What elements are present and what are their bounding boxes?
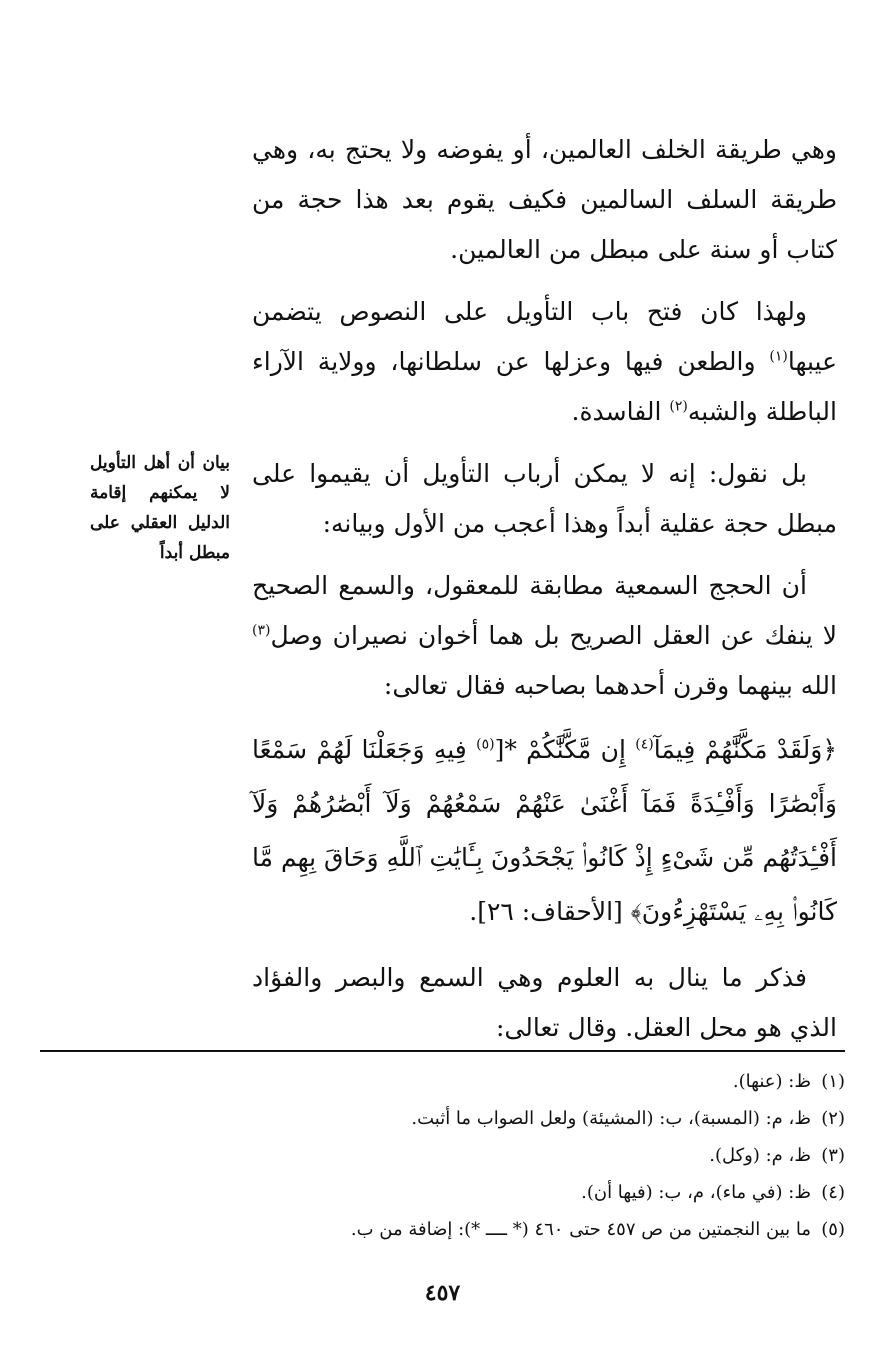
- footnote-number: (٥): [821, 1219, 845, 1240]
- paragraph-4: [252, 561, 837, 711]
- paragraph-1: وهي طريقة الخلف العالمين، أو يفوضه ولا يحتج به، وهي طريقة السلف السالمين فكيف يقوم بعد هذا حجة من كتاب أو سنة على مبطل من العالمين.: [252, 135, 837, 264]
- footnote-5: [40, 1211, 845, 1248]
- paragraph-3: بل نقول: إنه لا يمكن أرباب التأويل أن يقيموا على مبطل حجة عقلية أبداً وهذا أعجب من الأول وبيانه:: [252, 459, 837, 538]
- paragraph-2-part-b: والطعن فيها وعزلها عن سلطانها، وولاية الآراء الباطلة والشبه: [252, 347, 837, 426]
- margin-note: بيان أن أهل التأويل لا يمكنهم إقامة الدليل العقلي على مبطل أبداً: [90, 453, 230, 563]
- footnote-4: [40, 1174, 845, 1211]
- footnote-ref-5[interactable]: (٥): [476, 736, 495, 753]
- footnote-ref-2[interactable]: (٢): [669, 398, 688, 415]
- footnote-number: (٤): [821, 1182, 845, 1203]
- footnote-text: ما بين النجمتين من ص ٤٥٧ حتى ٤٦٠ (* ــــ *): إضافة من ب.: [350, 1219, 811, 1240]
- footnote-3: [40, 1137, 845, 1174]
- paragraph-2: [252, 287, 837, 437]
- footnote-number: (٢): [821, 1108, 845, 1129]
- footnote-divider: [40, 1050, 845, 1052]
- footnote-text: ظ: (في ماء)، م، ب: (فيها أن).: [581, 1182, 811, 1203]
- quran-reference: [الأحقاف: ٢٦].: [469, 897, 631, 926]
- quran-verse: [252, 723, 837, 939]
- footnotes: [40, 1063, 845, 1248]
- footnote-text: ظ: (عنها).: [732, 1071, 811, 1092]
- footnote-text: ظ، م: (وكل).: [709, 1145, 811, 1166]
- footnote-ref-4[interactable]: (٤): [635, 736, 654, 753]
- paragraph-2-part-c: الفاسدة.: [571, 397, 670, 426]
- footnote-number: (٣): [821, 1145, 845, 1166]
- paragraph-4-part-a: أن الحجج السمعية مطابقة للمعقول، والسمع الصحيح لا ينفك عن العقل الصريح بل هما أخوان نصيران وصل: [252, 571, 837, 650]
- footnote-text: ظ، م: (المسبة)، ب: (المشيئة) ولعل الصواب ما أثبت.: [411, 1108, 811, 1129]
- quran-verse-part-b: إِن مَّكَّنَّٰكُمْ *[: [494, 735, 636, 764]
- footnote-1: [40, 1063, 845, 1100]
- footnote-number: (١): [821, 1071, 845, 1092]
- page-number: ٤٥٧: [424, 1280, 461, 1306]
- footnote-2: [40, 1100, 845, 1137]
- quran-verse-part-a: ﴿وَلَقَدْ مَكَّنَّٰهُمْ فِيمَآ: [653, 735, 837, 764]
- main-text: [252, 125, 837, 1065]
- paragraph-4-part-b: الله بينهما وقرن أحدهما بصاحبه فقال تعالى:: [383, 671, 837, 700]
- paragraph-2-part-a: ولهذا كان فتح باب التأويل على النصوص يتضمن عيبها: [252, 297, 837, 376]
- footnote-ref-1[interactable]: (١): [769, 348, 788, 365]
- footnote-ref-3[interactable]: (٣): [252, 622, 271, 639]
- paragraph-5: فذكر ما ينال به العلوم وهي السمع والبصر والفؤاد الذي هو محل العقل. وقال تعالى:: [252, 963, 837, 1042]
- quran-verse-part-c: فِيهِ وَجَعَلْنَا لَهُمْ سَمْعًا وَأَبْصَٰرًا وَأَفْـِٔدَةً فَمَآ أَغْنَىٰ عَنْهُمْ سَمْعُهُمْ وَلَآ أَبْصَٰرُهُمْ وَلَآ أَفْـِٔدَتُهُم مِّن شَىْءٍ إِذْ كَانُوا۟ يَجْحَدُونَ بِـَٔايَٰتِ ٱللَّهِ وَحَاقَ بِهِم مَّا كَانُوا۟ بِهِۦ يَسْتَهْزِءُونَ﴾: [252, 735, 837, 926]
